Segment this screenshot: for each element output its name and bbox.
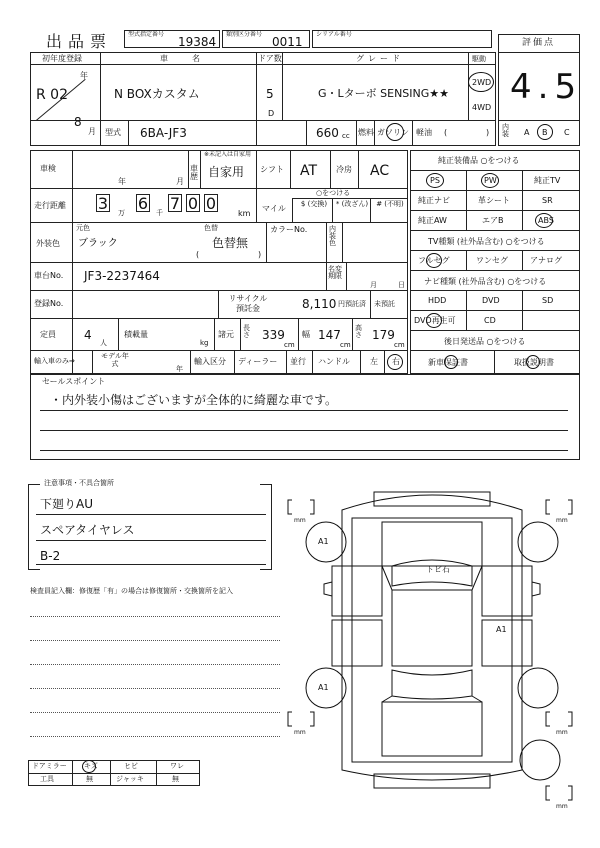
orig-color-label: 元色 <box>76 224 90 232</box>
paint-value: 色替無 <box>212 236 249 250</box>
paint-label: 色替 <box>204 224 218 232</box>
shift-value: AT <box>300 163 318 179</box>
mm-unit: mm <box>556 517 568 524</box>
mileage-label: 走行距離 <box>34 201 66 210</box>
model-year-label: モデル年式 <box>101 352 129 369</box>
damage-mark: A1 <box>318 683 329 692</box>
nav-sd: SD <box>542 296 554 305</box>
drive-4wd: 4WD <box>472 103 492 112</box>
page-title: 出品票 <box>46 32 113 51</box>
tv-fullseg: フルセグ <box>418 256 450 265</box>
capacity-unit: 人 <box>100 339 107 347</box>
jack-label: ジャッキ <box>116 775 144 783</box>
sales-point-box <box>30 374 580 460</box>
score-label: 評価点 <box>522 38 556 48</box>
selected-circle <box>535 213 553 228</box>
selected-circle <box>82 760 96 773</box>
model-code-value: 6BA-JF3 <box>140 126 187 140</box>
equip-tv: 純正TV <box>534 176 561 185</box>
mileage-digit: 7 <box>169 194 181 213</box>
length-label: 長さ <box>243 324 250 339</box>
tools-value: 無 <box>86 775 93 783</box>
mirror-break: ワレ <box>170 762 184 770</box>
height-unit: cm <box>394 341 405 349</box>
mile-label: マイル <box>262 204 286 213</box>
dims-label: 諸元 <box>218 330 234 339</box>
import-type-label: 輸入区分 <box>194 357 226 366</box>
recycle-unpaid: 未預託 <box>374 300 395 308</box>
inspection-year-unit: 年 <box>118 177 126 186</box>
interior-grade-b: B <box>542 128 548 137</box>
selected-circle <box>426 313 442 328</box>
nav-title: ナビ種類 (社外品含む) ○をつける <box>424 277 547 286</box>
tv-oneseg: ワンセグ <box>476 256 508 265</box>
ext-color-label: 外装色 <box>36 239 60 248</box>
car-damage-diagram <box>282 470 582 810</box>
sales-point-label: セールスポイント <box>42 377 106 386</box>
capacity-label: 定員 <box>40 330 56 339</box>
ac-label: 冷房 <box>336 165 352 174</box>
note-line: スペアタイヤレス <box>40 523 135 537</box>
interior-grade-c: C <box>564 128 570 137</box>
mm-unit: mm <box>294 517 306 524</box>
model-year-unit: 年 <box>176 365 183 373</box>
handle-label: ハンドル <box>318 357 350 366</box>
equip-abs: ABS <box>538 216 554 225</box>
km-unit: km <box>238 209 251 218</box>
mileage-mark-note: ○をつける <box>316 189 351 197</box>
nav-cd: CD <box>484 316 496 325</box>
doors-label: ドア数 <box>258 54 282 63</box>
first-reg-month: 8 <box>74 115 82 129</box>
sales-point-text: ・内外装小傷はございますが全体的に綺麗な車です。 <box>50 393 338 407</box>
height-label: 高さ <box>355 324 362 339</box>
width-value: 147 <box>318 328 341 342</box>
serial-no-label: シリアル番号 <box>316 31 352 38</box>
kg-unit: kg <box>200 339 209 347</box>
selected-circle <box>426 253 442 268</box>
mileage-digit: 3 <box>97 194 109 213</box>
length-value: 339 <box>262 328 285 342</box>
int-color-label: 内装色 <box>329 225 336 247</box>
note-line: B-2 <box>40 549 61 563</box>
fuel-label: 燃料 <box>358 128 374 137</box>
selected-circle <box>387 354 403 370</box>
selected-circle <box>537 124 553 140</box>
mileage-digit: 0 <box>187 194 199 213</box>
equip-nav: 純正ナビ <box>418 196 450 205</box>
recycle-value: 8,110 <box>302 297 337 311</box>
mirror-label: ドアミラー <box>32 762 67 770</box>
diesel-label: 軽油 <box>416 128 432 137</box>
selected-circle <box>468 72 494 92</box>
interior-label: 内装 <box>502 123 509 138</box>
chassis-label: 車台No. <box>34 271 64 280</box>
format-no-value: 19384 <box>178 35 217 49</box>
damage-mark: A1 <box>318 537 329 546</box>
fuel-value: ガソリン <box>377 128 409 137</box>
car-name-value: N BOXカスタム <box>114 87 200 101</box>
nav-dvd-play: DVD再生可 <box>414 316 456 325</box>
mm-unit: mm <box>556 729 568 736</box>
mileage-tampered: * (改ざん) <box>335 200 369 208</box>
drive-2wd: 2WD <box>472 78 492 87</box>
mm-unit: mm <box>556 803 568 810</box>
equip-aw: 純正AW <box>418 216 447 225</box>
handle-left: 左 <box>370 357 378 366</box>
later-title: 後日発送品 ○をつける <box>444 337 526 346</box>
load-label: 積載量 <box>124 330 148 339</box>
first-reg-label: 初年度登録 <box>42 54 82 63</box>
parallel-label: 並行 <box>290 357 306 366</box>
mirror-crack: ヒビ <box>124 762 138 770</box>
width-unit: cm <box>340 341 351 349</box>
equip-leather: 革シート <box>478 196 510 205</box>
equip-pw: PW <box>484 176 497 185</box>
selected-circle <box>426 173 444 188</box>
equip-ps: PS <box>430 176 440 185</box>
notes-label: 注意事項・不具合箇所 <box>44 479 114 487</box>
cc-unit: cc <box>342 132 350 140</box>
inspector-label: 検査員記入欄：修復歴「有」の場合は修復箇所・交換箇所を記入 <box>30 587 233 595</box>
recycle-unit: 円預託済 <box>338 300 366 308</box>
mileage-digit: 6 <box>137 194 149 213</box>
handle-right: 右 <box>392 357 400 366</box>
selected-circle <box>386 123 404 141</box>
history-value: 自家用 <box>208 165 245 179</box>
first-reg-era: R 02 <box>36 87 68 103</box>
reg-no-label: 登録No. <box>34 299 64 308</box>
jack-value: 無 <box>172 775 179 783</box>
mirror-scratch: キズ <box>84 762 98 770</box>
mm-unit: mm <box>294 729 306 736</box>
sen-unit: 千 <box>156 209 163 217</box>
grade-value: G・Lターボ SENSING★★ <box>318 87 450 100</box>
nav-dvd: DVD <box>482 296 500 305</box>
nav-hdd: HDD <box>428 296 447 305</box>
shift-label: シフト <box>260 165 284 174</box>
height-value: 179 <box>372 328 395 342</box>
model-code-label: 型式 <box>105 128 121 137</box>
displacement-value: 660 <box>316 126 339 140</box>
ac-value: AC <box>370 163 390 179</box>
category-no-label: 類別区分番号 <box>226 31 263 38</box>
month-unit: 月 <box>88 127 96 136</box>
car-name-label: 車 名 <box>160 54 208 63</box>
equipment-title: 純正装備品 ○をつける <box>438 156 520 165</box>
damage-mark: トビ石 <box>426 565 450 574</box>
color-no-label: カラーNo. <box>270 225 308 234</box>
history-note: ※未記入は自家用 <box>204 151 252 158</box>
selected-circle <box>444 355 458 369</box>
length-unit: cm <box>284 341 295 349</box>
history-label: 車歴 <box>190 164 198 181</box>
name-change-month-unit: 月 <box>370 281 377 289</box>
later-manual: 取扱説明書 <box>514 358 554 367</box>
capacity-value: 4 <box>84 328 92 342</box>
note-line: 下廻りAU <box>40 497 93 511</box>
interior-grade-a: A <box>524 128 530 137</box>
drive-label: 駆動 <box>472 55 486 63</box>
damage-mark: A1 <box>496 625 507 634</box>
category-no-value: 0011 <box>272 35 303 49</box>
dealer-label: ディーラー <box>238 357 278 366</box>
year-unit: 年 <box>80 71 88 80</box>
mileage-digit: 0 <box>205 194 217 213</box>
mileage-unknown: # (不明) <box>376 200 404 208</box>
import-label: 輸入車のみ⇒ <box>34 357 75 365</box>
tools-label: 工具 <box>40 775 54 783</box>
score-value: 4.5 <box>510 67 583 107</box>
door-d-label: D <box>268 109 275 118</box>
selected-circle <box>481 173 499 188</box>
tv-analog: アナログ <box>530 256 562 265</box>
doors-value: 5 <box>266 87 274 101</box>
format-no-label: 型式指定番号 <box>128 31 165 38</box>
inspection-month-unit: 月 <box>176 177 184 186</box>
name-change-label: 名変期限 <box>328 265 342 280</box>
equip-airbag: エアB <box>482 216 504 225</box>
inspection-label: 車検 <box>40 164 56 173</box>
tv-title: TV種類 (社外品含む) ○をつける <box>428 237 545 246</box>
mileage-exchange: $ (交換) <box>300 200 328 208</box>
later-warranty: 新車保証書 <box>428 358 468 367</box>
grade-label: グレード <box>356 54 404 63</box>
man-unit: 万 <box>118 209 125 217</box>
width-label: 幅 <box>302 330 310 339</box>
chassis-value: JF3-2237464 <box>84 269 160 283</box>
ext-color-value: ブラック <box>78 238 118 249</box>
recycle-label: リサイクル預託金 <box>228 294 268 313</box>
selected-circle <box>526 355 540 369</box>
equip-sr: SR <box>542 196 553 205</box>
